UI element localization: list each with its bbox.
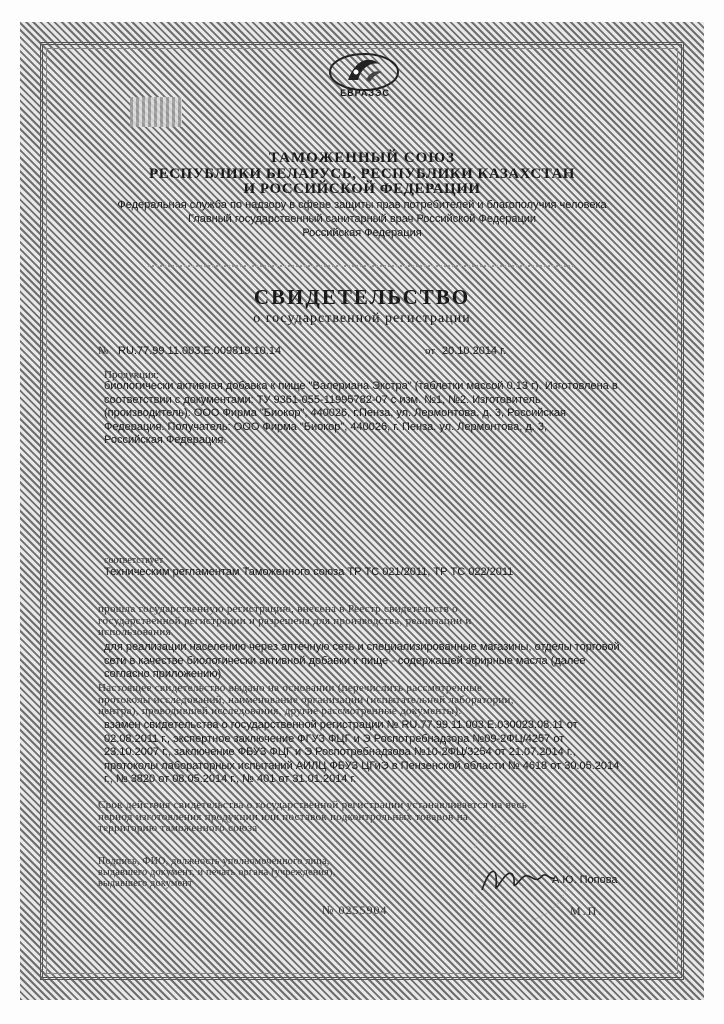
registration-number: RU.77.99.11.003.Е.009819.10.14 — [118, 345, 282, 357]
validity-statement — [98, 800, 638, 835]
basis-line: протоколы лабораторных испытаний АИЛЦ ФБУЗ ЦГиЭ в Пензенской области № 4618 от 30.05.2014 — [104, 759, 620, 772]
republics-line-2: И РОССИЙСКОЙ ФЕДЕРАЦИИ — [243, 181, 481, 197]
registration-statement — [98, 604, 638, 639]
chief-sanitary-doctor: Главный государственный санитарный врач Российской Федерации — [187, 213, 537, 225]
basis-label-line: центра), проводившей исследования, другие рассмотренные документы): — [98, 705, 462, 717]
date-label: от — [425, 345, 436, 357]
registration-line: прошла государственную регистрацию, внесена в Реестр свидетельств о — [98, 603, 458, 615]
validity-line: территорию таможенного союза — [98, 822, 258, 834]
product-description — [104, 380, 634, 448]
basis-label-line: Настоящее свидетельство выдано на основании (перечислить рассмотренные — [98, 682, 483, 694]
product-line: Федерация. Получатель: ООО Фирма "Биокор", 440026, г. Пенза. ул. Лермонтова, д. 3, — [104, 420, 548, 433]
microtext-divider — [148, 265, 576, 267]
country-name: Российская Федерация — [302, 227, 422, 239]
usage-line: для реализации населению через аптечную сеть и специализированные магазины, отделы торговой — [104, 641, 620, 653]
compliance-text: Техническим регламентам Таможенного союза ТР ТС 021/2011, ТР ТС 022/2011 — [104, 566, 514, 578]
product-label: Продукция: — [104, 369, 159, 381]
signature-scribble — [478, 860, 558, 900]
federal-service: Федеральная служба по надзору в сфере защиты прав потребителей и благополучия человека — [117, 199, 607, 211]
form-number: № 0255904 — [322, 903, 388, 917]
basis-line: 23.10.2007 г., заключение ФБУЗ ФЦГ и Э Роспотребнадзора №10-2ФЦ/3254 от 21.07.2014 г., — [104, 746, 576, 758]
basis-line: г., № 3820 от 08.05.2014 г., № 401 от 31.01.2014 г. — [104, 773, 357, 785]
validity-line: Срок действия свидетельства о государственной регистрации устанавливается на весь — [98, 799, 528, 811]
product-line: соответствии с документами: ТУ 9361-055-11995782-07 с изм. №1, №2. Изготовитель — [104, 393, 541, 406]
signature-label-line: выдавшего документ — [98, 878, 193, 889]
basis-line: взамен свидетельства о государственной регистрации № RU.77.99.11.003.Е.030023.08.11 от — [104, 719, 578, 731]
signature-label-line: Подпись, ФИО, должность уполномоченного лица, — [98, 856, 330, 867]
seal-label: М.П. — [570, 904, 604, 918]
validity-line: период изготовления продукции или поставок подконтрольных товаров на — [98, 810, 469, 823]
product-line: (производитель): ООО Фирма "Биокор", 440026, г.Пенза, ул. Лермонтова, д. 3, Российская — [104, 407, 566, 419]
signature-label — [98, 856, 398, 889]
usage-text — [104, 641, 644, 682]
hologram-sticker — [130, 97, 182, 127]
document-title: СВИДЕТЕЛЬСТВО — [253, 285, 471, 309]
usage-line: сети в качестве биологически активной добавки к пище - содержащей эфирные масла (далее — [104, 654, 586, 667]
customs-union-title: ТАМОЖЕННЫЙ СОЮЗ — [268, 150, 456, 166]
compliance-label: соответствует — [104, 555, 164, 566]
product-line: Российская Федерация. — [104, 434, 227, 446]
registration-date: 20.10.2014 г. — [442, 345, 506, 357]
document-subtitle: о государственной регистрации — [253, 311, 471, 326]
registration-line: государственной регистрации и разрешена для производства, реализации и — [98, 614, 472, 627]
product-line: биологически активная добавка к пище "Валериана Экстра" (таблетки массой 0,13 г). Изготовлена в — [104, 380, 618, 392]
basis-documents — [104, 719, 644, 787]
number-label: № — [98, 345, 109, 357]
signatory-name: А.Ю. Попова — [552, 874, 618, 886]
emblem-caption: ЕВРАЗЭС — [340, 88, 390, 98]
basis-label — [98, 683, 638, 718]
basis-label-line: протоколы исследований, наименование организации (испытательной лаборатории, — [98, 693, 514, 706]
basis-line: 02.08.2011 г., экспертное заключение ФГУЗ ФЦГ и Э Роспотребнадзора №09-2ФЦ/4257 от — [104, 732, 565, 745]
republics-line-1: РЕСПУБЛИКИ БЕЛАРУСЬ, РЕСПУБЛИКИ КАЗАХСТАН — [149, 166, 575, 182]
registration-line: использования — [98, 626, 171, 638]
signature-label-line: выдавшего документ, и печать органа (учреждения), — [98, 867, 336, 878]
usage-line: согласно приложению) — [104, 668, 222, 680]
